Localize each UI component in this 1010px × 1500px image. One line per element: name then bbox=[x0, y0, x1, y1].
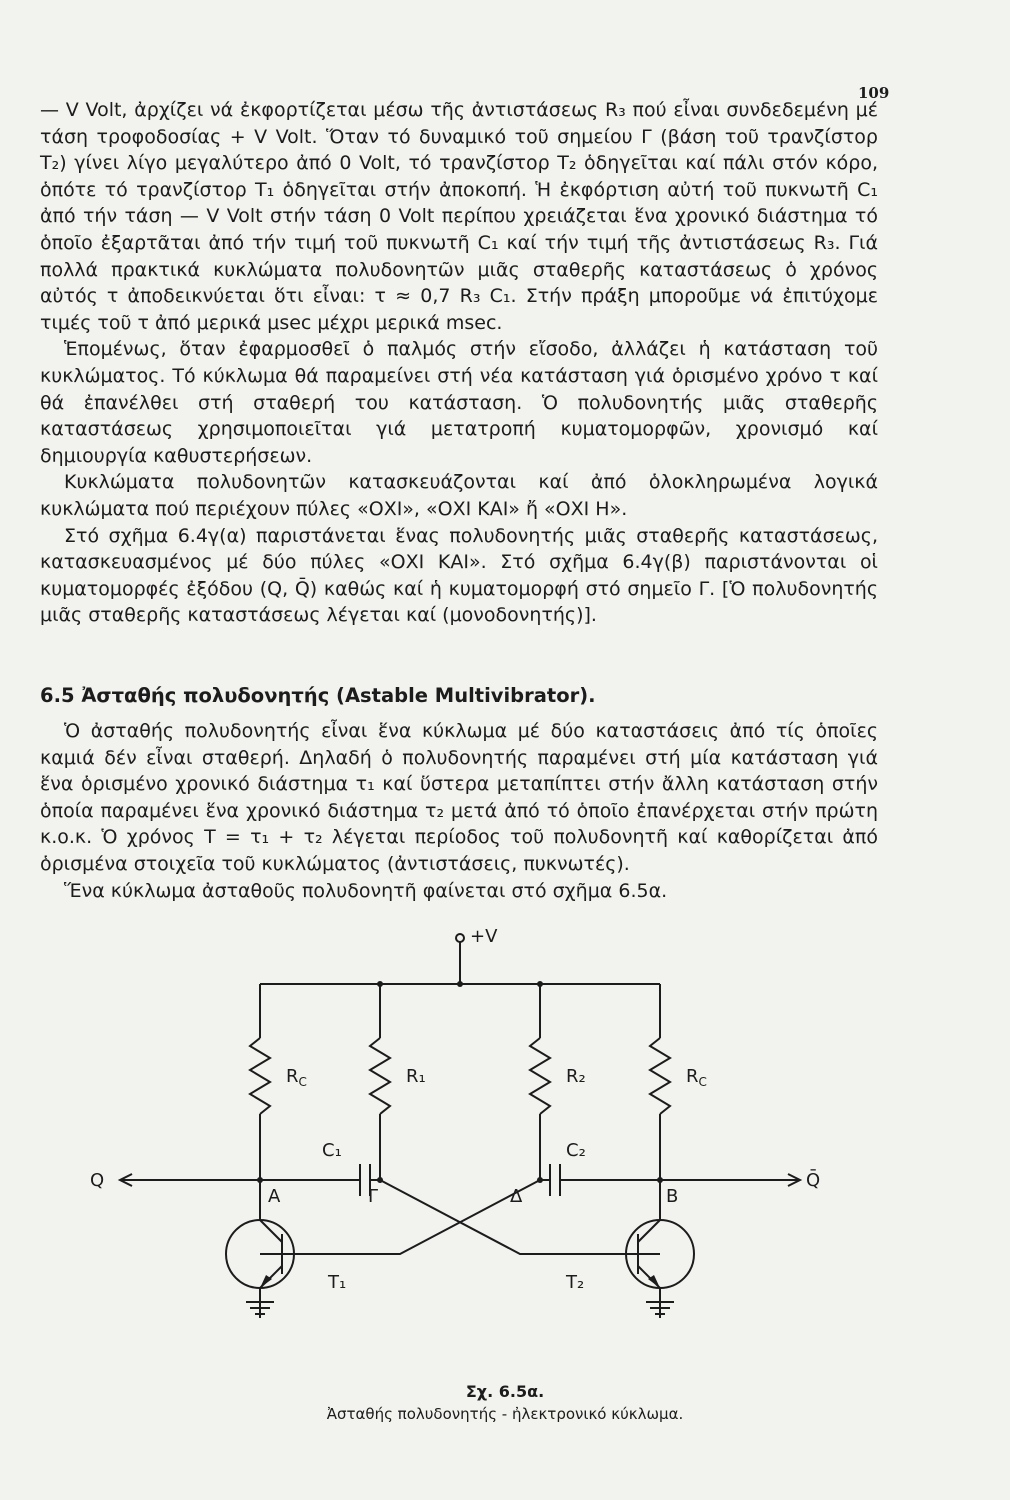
body-text bbox=[40, 97, 878, 629]
label-node-b: B bbox=[666, 1186, 679, 1207]
label-q: Q bbox=[90, 1170, 105, 1191]
label-supply: +V bbox=[470, 926, 498, 947]
resistor-r2 bbox=[530, 1038, 550, 1114]
supply-terminal bbox=[456, 934, 464, 942]
label-node-g: Γ bbox=[368, 1186, 379, 1207]
figure-caption: Ἀσταθής πολυδονητής - ἠλεκτρονικό κύκλωμα. bbox=[326, 1405, 684, 1423]
resistor-rc-right bbox=[650, 1038, 670, 1114]
label-rc-left: $R_C$ bbox=[286, 1066, 307, 1089]
resistor-rc-left bbox=[250, 1038, 270, 1114]
resistor-r1 bbox=[370, 1038, 390, 1114]
circuit-figure bbox=[60, 918, 900, 1318]
label-node-a: A bbox=[268, 1186, 281, 1207]
circuit-diagram bbox=[60, 918, 900, 1318]
label-node-d: Δ bbox=[510, 1186, 523, 1207]
section-heading: 6.5 Ἀσταθής πολυδονητής (Astable Multivibrator). bbox=[40, 684, 596, 707]
figure-number: Σχ. 6.5α. bbox=[465, 1382, 545, 1401]
body-text-2 bbox=[40, 718, 878, 904]
label-c2: C₂ bbox=[566, 1140, 586, 1161]
paragraph-1: — V Volt, ἀρχίζει νά ἐκφορτίζεται μέσω τῆς ἀντιστάσεως R₃ πού εἶναι συνδεδεμένη μέ τάση τροφοδοσίας + V Volt. Ὅταν τό δυναμικό τοῦ σημείου Γ (βάση τοῦ τρανζίστορ T₂) γίνει λίγο μεγαλύτερο ἀπό 0 Volt, τό τρανζίστορ T₂ ὁδηγεῖται καί πάλι στόν κόρο, ὁπότε τό τρανζίστορ T₁ ὁδηγεῖται στήν ἀποκοπή. Ἡ ἐκφόρτιση αὐτή τοῦ πυκνωτῆ C₁ ἀπό τήν τάση — V Volt στήν τάση 0 Volt περίπου χρειάζεται ἕνα χρονικό διάστημα τό ὁποῖο ἐξαρτᾶται ἀπό τήν τιμή τοῦ πυκνωτῆ C₁ καί τήν τιμή τῆς ἀντιστάσεως R₃. Γιά πολλά πρακτικά κυκλώματα πολυδονητῶν μιᾶς σταθερῆς καταστάσεως ὁ χρόνος αὐτός τ ἀποδεικνύεται ὅτι εἶναι: τ ≈ 0,7 R₃ C₁. Στήν πράξη μποροῦμε νά ἐπιτύχομε τιμές τοῦ τ ἀπό μερικά μsec μέχρι μερικά msec. bbox=[40, 99, 878, 334]
paragraph-5: Ὁ ἀσταθής πολυδονητής εἶναι ἕνα κύκλωμα μέ δύο καταστάσεις ἀπό τίς ὁποῖες καμιά δέν εἶναι σταθερή. Δηλαδή ὁ πολυδονητής παραμένει στή μία κατάσταση γιά ἕνα ὁρισμένο χρονικό διάστημα τ₁ καί ὕστερα μεταπίπτει στήν ἄλλη κατάσταση στήν ὁποία παραμένει ἕνα χρονικό διάστημα τ₂ μετά ἀπό τό ὁποῖο ἐπανέρχεται στήν πρώτη κ.ο.κ. Ὁ χρόνος T = τ₁ + τ₂ λέγεται περίοδος τοῦ πολυδονητῆ καί καθορίζεται ἀπό ὁρισμένα στοιχεῖα τοῦ κυκλώματος (ἀντιστάσεις, πυκνωτές). bbox=[40, 720, 878, 875]
label-c1: C₁ bbox=[322, 1140, 342, 1161]
paragraph-2: Ἑπομένως, ὅταν ἐφαρμοσθεῖ ὁ παλμός στήν εἴσοδο, ἀλλάζει ἡ κατάσταση τοῦ κυκλώματος. Τό κύκλωμα θά παραμείνει στή νέα κατάσταση γιά ὁρισμένο χρόνο τ καί θά ἐπανέλθει στή σταθερή του κατάσταση. Ὁ πολυδονητής μιᾶς σταθερῆς καταστάσεως χρησιμοποιεῖται γιά μετατροπή κυματομορφῶν, χρονισμό καί δημιουργία καθυστερήσεων. bbox=[40, 338, 878, 467]
label-r1: R₁ bbox=[406, 1066, 426, 1087]
label-r2: R₂ bbox=[566, 1066, 586, 1087]
paragraph-6: Ἕνα κύκλωμα ἀσταθοῦς πολυδονητῆ φαίνεται στό σχῆμα 6.5α. bbox=[64, 879, 668, 902]
page-number: 109 bbox=[858, 84, 890, 102]
label-t2: T₂ bbox=[566, 1272, 585, 1293]
label-q-bar: Q̄ bbox=[806, 1170, 821, 1191]
paragraph-3: Κυκλώματα πολυδονητῶν κατασκευάζονται καί ἀπό ὁλοκληρωμένα λογικά κυκλώματα πού περιέχουν πύλες «ΟΧΙ», «ΟΧΙ ΚΑΙ» ἤ «ΟΧΙ Η». bbox=[40, 471, 878, 520]
label-t1: T₁ bbox=[328, 1272, 347, 1293]
label-rc-right: $R_C$ bbox=[686, 1066, 707, 1089]
paragraph-4: Στό σχῆμα 6.4γ(α) παριστάνεται ἕνας πολυδονητής μιᾶς σταθερῆς καταστάσεως, κατασκευασμένος μέ δύο πύλες «ΟΧΙ ΚΑΙ». Στό σχῆμα 6.4γ(β) παριστάνονται οἱ κυματομορφές ἐξόδου (Q, Q̄) καθώς καί ἡ κυματομορφή στό σημεῖο Γ. [Ὁ πολυδονητής μιᾶς σταθερῆς καταστάσεως λέγεται καί (μονοδονητής)]. bbox=[40, 524, 878, 627]
